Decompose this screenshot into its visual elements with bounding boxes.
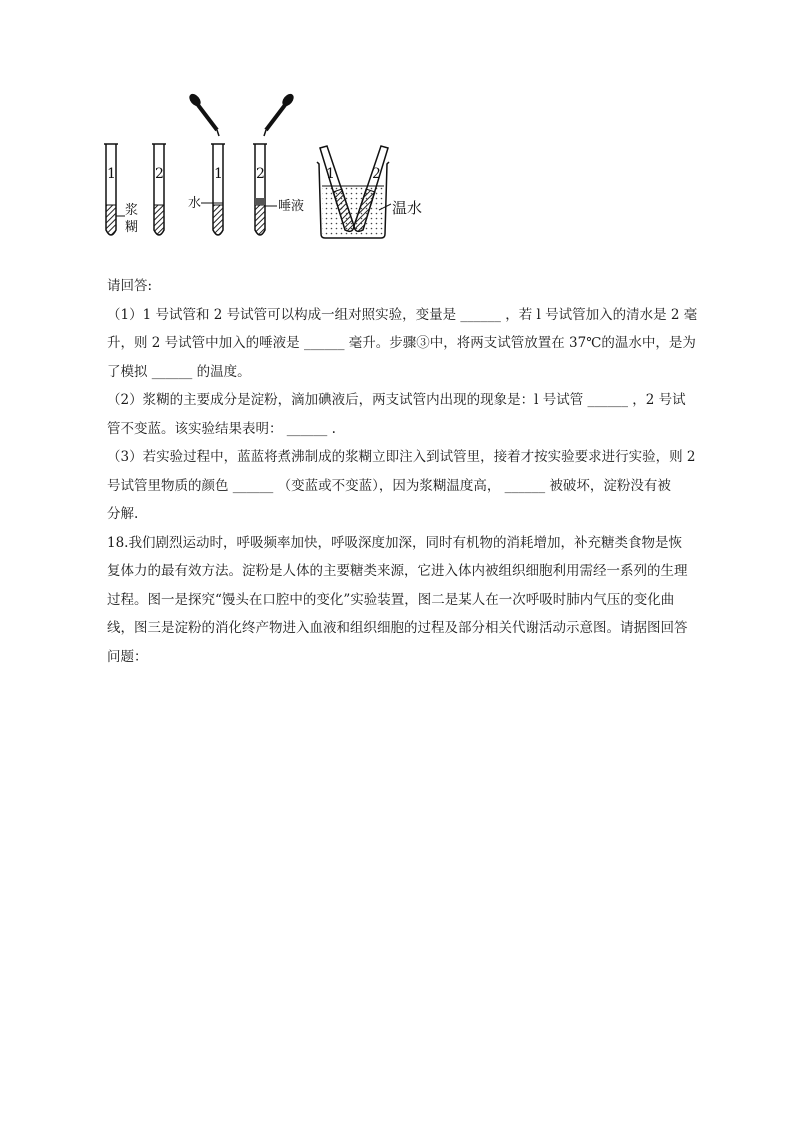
prompt-line: 请回答: [107, 278, 153, 294]
paste-label-2: 糊 [125, 220, 139, 235]
dropper-2-icon [264, 92, 296, 136]
q3-line-3: 分解. [107, 506, 139, 522]
saliva-label: 唾液 [278, 199, 305, 214]
beaker-tube-2-number: 2 [372, 166, 381, 182]
q3-line-2: 号试管里物质的颜色 ______ （变蓝或不变蓝），因为浆糊温度高， ______ 被破坏，淀粉没有被 [107, 477, 671, 494]
q1-line-2: 升，则 2 号试管中加入的唾液是 ______ 毫升。步骤③中，将两支试管放置在 37℃的温水中，是为 [107, 335, 696, 351]
tube-4-number: 2 [256, 166, 265, 182]
test-tube-1 [104, 144, 118, 235]
q18-line-1: 18.我们剧烈运动时，呼吸频率加快，呼吸深度加深，同时有机物的消耗增加，补充糖类食物是恢 [107, 534, 682, 551]
experiment-figure [95, 92, 440, 244]
water-label: 水 [188, 196, 202, 211]
test-tube-3 [187, 92, 225, 235]
question-body [107, 272, 707, 671]
beaker [317, 146, 389, 238]
test-tube-2 [152, 144, 166, 235]
tube-3-number: 1 [214, 166, 223, 182]
q2-line-1: （2）浆糊的主要成分是淀粉，滴加碘液后，两支试管内出现的现象是：l 号试管 ______ ，2 号试 [107, 392, 686, 408]
q3-line-1: （3）若实验过程中，蓝蓝将煮沸制成的浆糊立即注入到试管里，接着才按实验要求进行实验，则 2 [107, 449, 696, 465]
q18-line-4: 线，图三是淀粉的消化终产物进入血液和组织细胞的过程及部分相关代谢活动示意图。请据图回答 [107, 620, 688, 636]
tube-1-number: 1 [107, 166, 116, 182]
paste-label-1: 浆 [125, 203, 139, 218]
tube-2-number: 2 [155, 166, 164, 182]
q1-line-1: （1）1 号试管和 2 号试管可以构成一组对照实验，变量是 ______ ，若 l 号试管加入的清水是 2 毫 [107, 306, 698, 323]
warm-water-label: 温水 [392, 199, 423, 217]
q18-line-5: 问题： [107, 648, 148, 665]
q2-line-2: 管不变蓝。该实验结果表明： ______ . [107, 420, 336, 437]
beaker-tube-1-number: 1 [326, 166, 335, 182]
dropper-1-icon [187, 92, 219, 136]
q18-line-3: 过程。图一是探究“馒头在口腔中的变化”实验装置，图二是某人在一次呼吸时肺内气压的变化曲 [107, 591, 675, 608]
q18-line-2: 复体力的最有效方法。淀粉是人体的主要糖类来源，它进入体内被组织细胞利用需经一系列的生理 [107, 563, 688, 579]
q1-line-3: 了模拟 ______ 的温度。 [107, 363, 251, 380]
test-tube-diagram [95, 92, 440, 244]
